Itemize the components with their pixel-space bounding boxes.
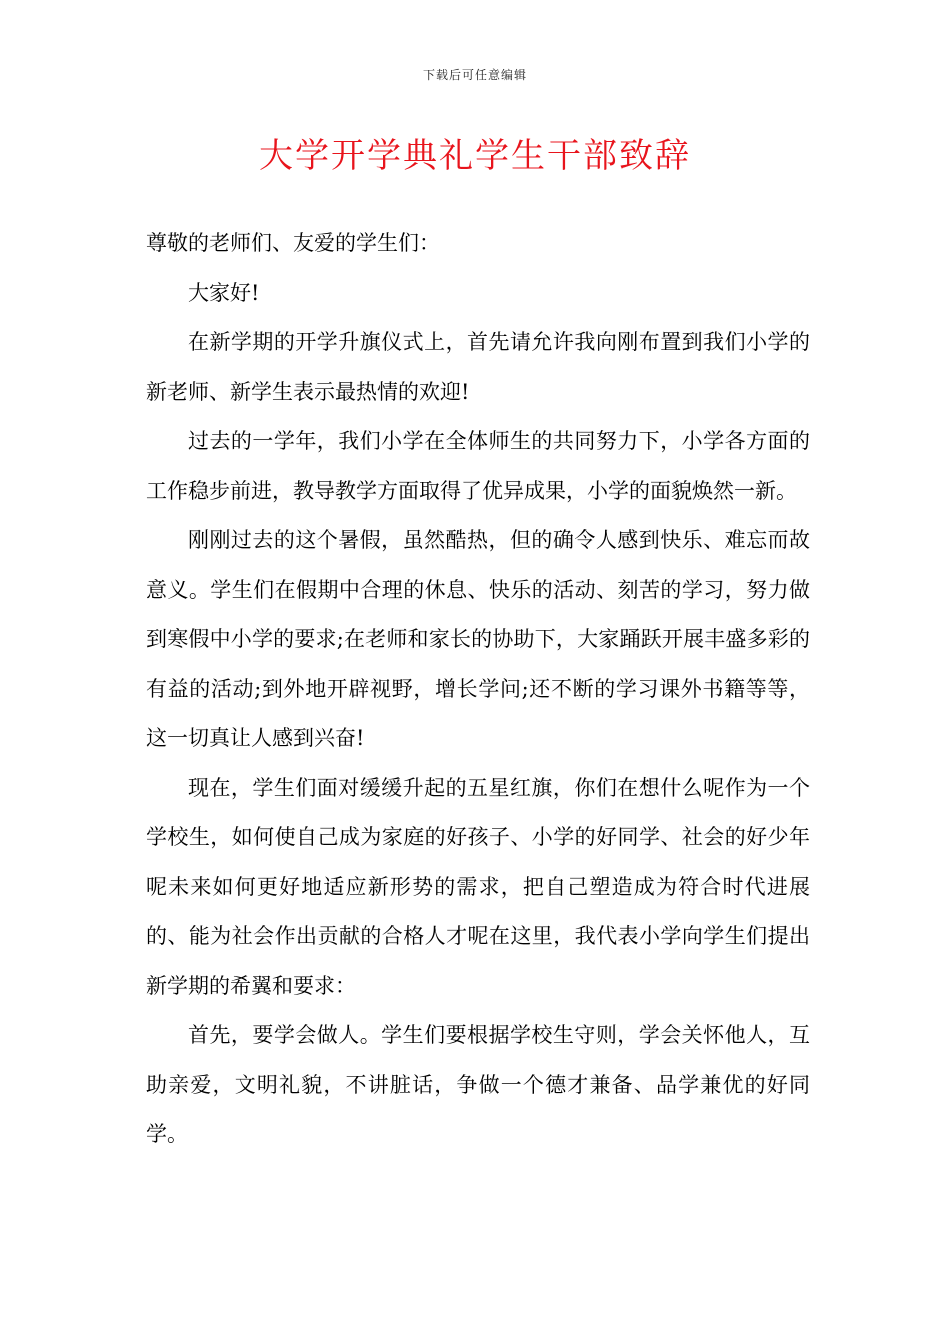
paragraph: 在新学期的开学升旗仪式上，首先请允许我向刚布置到我们小学的新老师、新学生表示最热情的欢迎! xyxy=(146,330,810,404)
paragraph: 刚刚过去的这个暑假，虽然酷热，但的确令人感到快乐、难忘而故意义。学生们在假期中合理的休息、快乐的活动、刻苦的学习，努力做到寒假中小学的要求;在老师和家长的协助下，大家踊跃开展丰盛多彩的有益的活动;到外地开辟视野，增长学问;还不断的学习课外书籍等等，这一切真让人感到兴奋! xyxy=(146,528,810,750)
paragraph: 过去的一学年，我们小学在全体师生的共同努力下，小学各方面的工作稳步前进，教导教学方面取得了优异成果，小学的面貌焕然一新。 xyxy=(146,429,810,503)
paragraph: 大家好! xyxy=(188,280,260,305)
header-note: 下载后可任意编辑 xyxy=(422,68,527,82)
document-body xyxy=(146,219,810,1160)
paragraph: 现在，学生们面对缓缓升起的五星红旗，你们在想什么呢作为一个学校生，如何使自己成为家庭的好孩子、小学的好同学、社会的好少年呢未来如何更好地适应新形势的需求，把自己塑造成为符合时代进展的、能为社会作出贡献的合格人才呢在这里，我代表小学向学生们提出新学期的希翼和要求： xyxy=(146,775,810,998)
salutation: 尊敬的老师们、友爱的学生们： xyxy=(146,231,440,255)
paragraph: 首先，要学会做人。学生们要根据学校生守则，学会关怀他人，互助亲爱，文明礼貌，不讲脏话，争做一个德才兼备、品学兼优的好同学。 xyxy=(146,1023,810,1146)
document-title: 大学开学典礼学生干部致辞 xyxy=(259,136,691,176)
